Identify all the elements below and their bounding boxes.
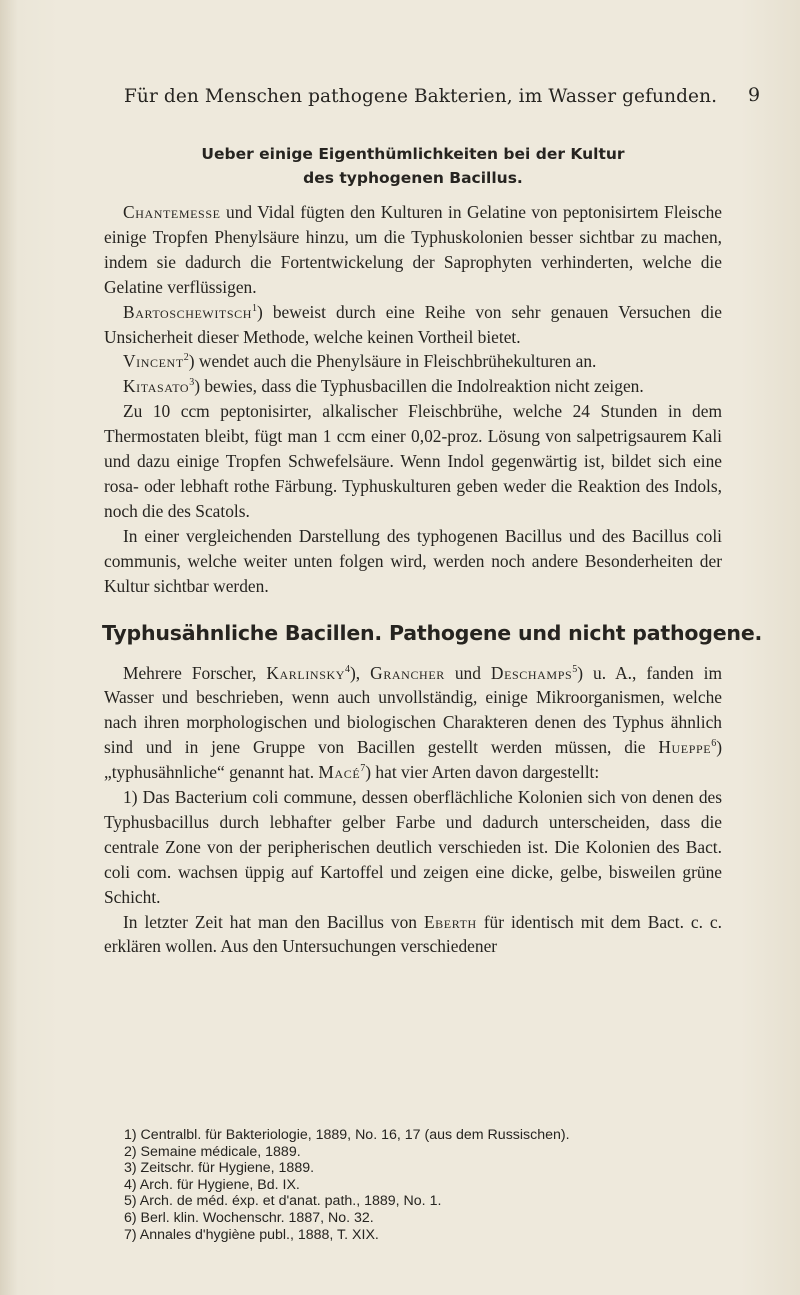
paragraph-text: Zu 10 ccm peptonisirter, alkalischer Fleischbrühe, welche 24 Stunden in dem Thermostaten bleibt, fügt man 1 ccm einer 0,02-proz. Lösung von salpetrigsaurem Kali und dazu einige Tropfen Schwefelsäure. Wenn Indol gegenwärtig ist, bildet sich eine rosa- oder lebhaft rothe Färbung. Typhuskulturen geben weder die Reaktion des Indols, noch die des Scatols.	[104, 401, 722, 521]
author-name: Karlinsky	[266, 662, 346, 683]
author-name: Grancher	[370, 662, 445, 683]
paragraph-comparison	[104, 524, 722, 599]
paragraph-indol-method	[104, 399, 722, 524]
footnote-ref: 5	[572, 663, 578, 675]
paragraph-text: In letzter Zeit hat man den Bacillus von	[123, 911, 424, 932]
paragraph-text: ) bewies, dass die Typhusbacillen die Indolreaktion nicht zeigen.	[194, 376, 644, 397]
paragraph-text: ) hat vier Arten davon dargestellt:	[365, 762, 600, 783]
section-title-line-2: des typhogenen Bacillus.	[303, 169, 523, 187]
paragraph-text: und	[444, 662, 491, 683]
paragraph-bacterium-coli: 1) Das Bacterium coli commune, dessen oberflächliche Kolonien sich von denen des Typhusbacillus durch lebhafter gelber Farbe und dadurch unterscheiden, dass die centrale Zone von der peripherischen deutlich verschieden ist. Die Kolonien des Bact. coli com. wachsen üppig auf Kartoffel und zeigen eine dicke, gelbe, bisweilen grüne Schicht.	[104, 787, 722, 907]
author-name: Chantemesse	[123, 202, 221, 222]
section-title-kultur	[104, 142, 722, 190]
paragraph-forscher	[104, 661, 722, 786]
section-title-line-1: Ueber einige Eigenthümlichkeiten bei der Kultur	[201, 145, 625, 163]
footnotes	[124, 1127, 724, 1243]
paragraph-text: für identisch mit dem Bact. c. c. erklären wollen. Aus den Untersuchungen verschiedener	[104, 911, 722, 957]
author-name: Macé	[318, 762, 361, 783]
paragraph-vincent	[104, 349, 722, 374]
author-name: Hueppe	[658, 737, 712, 758]
paragraph-chantemesse	[104, 200, 722, 300]
author-name: Bartoschewitsch	[123, 301, 252, 322]
footnote-ref: 7	[360, 763, 366, 775]
footnote-ref: 1	[252, 302, 257, 314]
footnote-7: 7) Annales d'hygiène publ., 1888, T. XIX.	[124, 1226, 379, 1243]
paragraph-kitasato	[104, 374, 722, 399]
footnote-ref: 2	[183, 352, 189, 364]
paragraph-text: ),	[350, 662, 371, 683]
author-name: Eberth	[423, 911, 477, 932]
paragraph-text: ) u. A., fanden im Wasser und beschrieben, wenn auch unvollständig, einige Mikroorganismen, welche nach ihren morphologischen und biologischen Charakteren denen des Typhus ähnlich sind und in jene Gruppe von Bacillen gestellt werden müssen, die	[104, 662, 722, 758]
running-head: Für den Menschen pathogene Bakterien, im Wasser gefunden.	[124, 86, 718, 107]
footnote-ref: 6	[711, 738, 717, 750]
paragraph-bartoschewitsch	[104, 300, 722, 350]
paragraph-text: Mehrere Forscher,	[123, 662, 267, 683]
footnote-5: 5) Arch. de méd. éxp. et d'anat. path., 1889, No. 1.	[124, 1193, 442, 1210]
footnote-6: 6) Berl. klin. Wochenschr. 1887, No. 32.	[124, 1209, 374, 1226]
footnote-4: 4) Arch. für Hygiene, Bd. IX.	[124, 1176, 300, 1193]
paragraph-text: ) „typhusähnliche“ genannt hat.	[104, 737, 722, 783]
page-body	[102, 142, 763, 959]
author-name: Deschamps	[490, 662, 573, 683]
footnote-1: 1) Centralbl. für Bakteriologie, 1889, No. 16, 17 (aus dem Russischen).	[124, 1127, 570, 1143]
footnote-ref: 4	[345, 663, 351, 675]
paragraph-eberth	[104, 910, 722, 960]
footnote-2: 2) Semaine médicale, 1889.	[124, 1143, 301, 1160]
paragraph-text: In einer vergleichenden Darstellung des typhogenen Bacillus und des Bacillus coli communis, welche weiter unten folgen wird, werden noch andere Besonderheiten der Kultur sichtbar werden.	[104, 525, 722, 596]
page-number: 9	[748, 84, 761, 106]
section-title-typhusaehnliche: Typhusähnliche Bacillen. Pathogene und nicht pathogene.	[102, 620, 763, 645]
author-name: Vincent	[123, 351, 184, 372]
paragraph-text: und Vidal fügten den Kulturen in Gelatine von peptonisirtem Fleische einige Tropfen Phenylsäure hinzu, um die Typhuskolonien besser sichtbar zu machen, indem sie dadurch die Fortentwickelung der Saprophyten verhinderten, welche die Gelatine verflüssigen.	[104, 202, 722, 297]
footnote-ref: 3	[189, 377, 195, 389]
author-name: Kitasato	[123, 376, 190, 397]
footnote-3: 3) Zeitschr. für Hygiene, 1889.	[124, 1160, 315, 1177]
paragraph-text: ) wendet auch die Phenylsäure in Fleischbrühekulturen an.	[188, 351, 597, 372]
paragraph-text: ) beweist durch eine Reihe von sehr genauen Versuchen die Unsicherheit dieser Methode, welche keinen Vortheil bietet.	[104, 301, 722, 347]
